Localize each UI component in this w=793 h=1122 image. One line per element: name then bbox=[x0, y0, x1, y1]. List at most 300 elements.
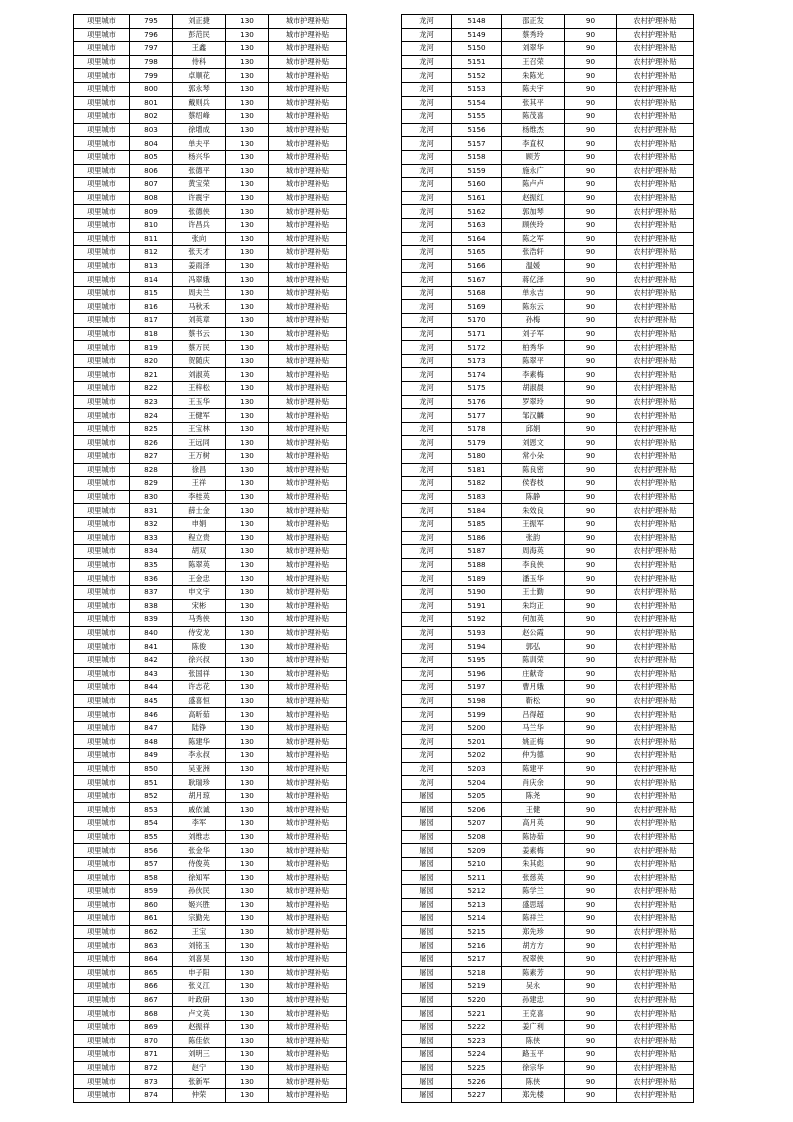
table-row bbox=[402, 490, 694, 504]
table-row bbox=[74, 721, 347, 735]
number-cell: 5178 bbox=[452, 422, 502, 436]
region-cell: 屠园 bbox=[402, 939, 452, 953]
amount-cell: 130 bbox=[226, 694, 269, 708]
region-cell: 项里城市 bbox=[74, 137, 130, 151]
subsidy-cell: 农村护理补贴 bbox=[617, 259, 694, 273]
table-row bbox=[74, 218, 347, 232]
amount-cell: 90 bbox=[565, 993, 617, 1007]
subsidy-cell: 农村护理补贴 bbox=[617, 123, 694, 137]
table-row bbox=[402, 966, 694, 980]
amount-cell: 130 bbox=[226, 69, 269, 83]
amount-cell: 90 bbox=[565, 694, 617, 708]
table-row bbox=[74, 871, 347, 885]
subsidy-cell: 农村护理补贴 bbox=[617, 1020, 694, 1034]
name-cell: 徐兴叔 bbox=[173, 653, 226, 667]
subsidy-cell: 农村护理补贴 bbox=[617, 28, 694, 42]
table-row bbox=[74, 246, 347, 260]
subsidy-cell: 城市护理补贴 bbox=[269, 504, 347, 518]
amount-cell: 130 bbox=[226, 82, 269, 96]
amount-cell: 90 bbox=[565, 110, 617, 124]
number-cell: 820 bbox=[130, 354, 173, 368]
name-cell: 靳松 bbox=[502, 694, 565, 708]
table-row bbox=[402, 885, 694, 899]
number-cell: 5225 bbox=[452, 1061, 502, 1075]
name-cell: 施永广 bbox=[502, 164, 565, 178]
table-row bbox=[402, 15, 694, 29]
subsidy-cell: 农村护理补贴 bbox=[617, 1007, 694, 1021]
amount-cell: 130 bbox=[226, 382, 269, 396]
amount-cell: 90 bbox=[565, 545, 617, 559]
name-cell: 庄献奇 bbox=[502, 667, 565, 681]
subsidy-cell: 农村护理补贴 bbox=[617, 857, 694, 871]
amount-cell: 90 bbox=[565, 286, 617, 300]
table-row bbox=[74, 436, 347, 450]
name-cell: 李良侠 bbox=[502, 558, 565, 572]
amount-cell: 130 bbox=[226, 246, 269, 260]
number-cell: 842 bbox=[130, 653, 173, 667]
subsidy-cell: 农村护理补贴 bbox=[617, 599, 694, 613]
number-cell: 840 bbox=[130, 626, 173, 640]
number-cell: 5173 bbox=[452, 354, 502, 368]
region-cell: 龙河 bbox=[402, 667, 452, 681]
table-row bbox=[402, 42, 694, 56]
name-cell: 单夫平 bbox=[173, 137, 226, 151]
subsidy-cell: 城市护理补贴 bbox=[269, 803, 347, 817]
number-cell: 861 bbox=[130, 912, 173, 926]
region-cell: 项里城市 bbox=[74, 776, 130, 790]
table-row bbox=[402, 327, 694, 341]
name-cell: 陈翠平 bbox=[502, 354, 565, 368]
subsidy-cell: 农村护理补贴 bbox=[617, 477, 694, 491]
subsidy-cell: 农村护理补贴 bbox=[617, 1088, 694, 1102]
table-row bbox=[402, 572, 694, 586]
region-cell: 项里城市 bbox=[74, 844, 130, 858]
name-cell: 陈静 bbox=[502, 490, 565, 504]
amount-cell: 130 bbox=[226, 939, 269, 953]
table-row bbox=[402, 898, 694, 912]
name-cell: 邵正发 bbox=[502, 15, 565, 29]
region-cell: 项里城市 bbox=[74, 626, 130, 640]
amount-cell: 90 bbox=[565, 477, 617, 491]
amount-cell: 90 bbox=[565, 1020, 617, 1034]
amount-cell: 90 bbox=[565, 409, 617, 423]
number-cell: 870 bbox=[130, 1034, 173, 1048]
name-cell: 胡方方 bbox=[502, 939, 565, 953]
amount-cell: 130 bbox=[226, 681, 269, 695]
subsidy-cell: 农村护理补贴 bbox=[617, 205, 694, 219]
table-row bbox=[402, 178, 694, 192]
amount-cell: 130 bbox=[226, 708, 269, 722]
number-cell: 5197 bbox=[452, 681, 502, 695]
number-cell: 847 bbox=[130, 721, 173, 735]
subsidy-cell: 农村护理补贴 bbox=[617, 966, 694, 980]
table-row bbox=[74, 572, 347, 586]
subsidy-cell: 农村护理补贴 bbox=[617, 436, 694, 450]
name-cell: 常小朵 bbox=[502, 450, 565, 464]
region-cell: 项里城市 bbox=[74, 803, 130, 817]
amount-cell: 90 bbox=[565, 531, 617, 545]
name-cell: 蒋亿泽 bbox=[502, 273, 565, 287]
region-cell: 项里城市 bbox=[74, 762, 130, 776]
number-cell: 822 bbox=[130, 382, 173, 396]
subsidy-cell: 城市护理补贴 bbox=[269, 912, 347, 926]
name-cell: 周海英 bbox=[502, 545, 565, 559]
subsidy-cell: 城市护理补贴 bbox=[269, 354, 347, 368]
subsidy-cell: 农村护理补贴 bbox=[617, 789, 694, 803]
amount-cell: 130 bbox=[226, 885, 269, 899]
table-row bbox=[402, 82, 694, 96]
table-row bbox=[402, 939, 694, 953]
table-row bbox=[74, 653, 347, 667]
number-cell: 5185 bbox=[452, 517, 502, 531]
number-cell: 797 bbox=[130, 42, 173, 56]
number-cell: 5155 bbox=[452, 110, 502, 124]
name-cell: 陈卢卢 bbox=[502, 178, 565, 192]
name-cell: 王召荣 bbox=[502, 55, 565, 69]
subsidy-cell: 农村护理补贴 bbox=[617, 572, 694, 586]
name-cell: 刘正捷 bbox=[173, 15, 226, 29]
number-cell: 839 bbox=[130, 613, 173, 627]
table-row bbox=[74, 776, 347, 790]
subsidy-cell: 城市护理补贴 bbox=[269, 545, 347, 559]
number-cell: 5187 bbox=[452, 545, 502, 559]
amount-cell: 130 bbox=[226, 395, 269, 409]
region-cell: 项里城市 bbox=[74, 640, 130, 654]
number-cell: 5222 bbox=[452, 1020, 502, 1034]
subsidy-cell: 农村护理补贴 bbox=[617, 232, 694, 246]
region-cell: 龙河 bbox=[402, 599, 452, 613]
amount-cell: 90 bbox=[565, 613, 617, 627]
subsidy-cell: 农村护理补贴 bbox=[617, 314, 694, 328]
region-cell: 项里城市 bbox=[74, 490, 130, 504]
number-cell: 5165 bbox=[452, 246, 502, 260]
region-cell: 龙河 bbox=[402, 653, 452, 667]
table-row bbox=[74, 1020, 347, 1034]
table-row bbox=[402, 504, 694, 518]
amount-cell: 130 bbox=[226, 354, 269, 368]
subsidy-cell: 城市护理补贴 bbox=[269, 436, 347, 450]
table-row bbox=[402, 205, 694, 219]
subsidy-cell: 农村护理补贴 bbox=[617, 898, 694, 912]
region-cell: 龙河 bbox=[402, 640, 452, 654]
subsidy-cell: 城市护理补贴 bbox=[269, 300, 347, 314]
subsidy-cell: 城市护理补贴 bbox=[269, 925, 347, 939]
table-row bbox=[74, 803, 347, 817]
table-row bbox=[74, 640, 347, 654]
subsidy-cell: 城市护理补贴 bbox=[269, 409, 347, 423]
name-cell: 仲为德 bbox=[502, 749, 565, 763]
table-row bbox=[74, 354, 347, 368]
table-row bbox=[74, 110, 347, 124]
region-cell: 龙河 bbox=[402, 368, 452, 382]
name-cell: 邱娟 bbox=[502, 422, 565, 436]
name-cell: 姜素梅 bbox=[502, 844, 565, 858]
number-cell: 849 bbox=[130, 749, 173, 763]
number-cell: 871 bbox=[130, 1048, 173, 1062]
region-cell: 龙河 bbox=[402, 110, 452, 124]
amount-cell: 90 bbox=[565, 450, 617, 464]
number-cell: 5227 bbox=[452, 1088, 502, 1102]
number-cell: 5182 bbox=[452, 477, 502, 491]
number-cell: 5226 bbox=[452, 1075, 502, 1089]
name-cell: 陈茂喜 bbox=[502, 110, 565, 124]
region-cell: 项里城市 bbox=[74, 653, 130, 667]
table-row bbox=[74, 667, 347, 681]
number-cell: 827 bbox=[130, 450, 173, 464]
name-cell: 刘子军 bbox=[502, 327, 565, 341]
region-cell: 龙河 bbox=[402, 273, 452, 287]
amount-cell: 90 bbox=[565, 640, 617, 654]
number-cell: 872 bbox=[130, 1061, 173, 1075]
amount-cell: 130 bbox=[226, 96, 269, 110]
region-cell: 项里城市 bbox=[74, 178, 130, 192]
region-cell: 项里城市 bbox=[74, 749, 130, 763]
name-cell: 申子阳 bbox=[173, 966, 226, 980]
name-cell: 吴亚洲 bbox=[173, 762, 226, 776]
name-cell: 郭弘 bbox=[502, 640, 565, 654]
number-cell: 831 bbox=[130, 504, 173, 518]
table-row bbox=[402, 545, 694, 559]
table-row bbox=[74, 178, 347, 192]
name-cell: 刘铭玉 bbox=[173, 939, 226, 953]
number-cell: 812 bbox=[130, 246, 173, 260]
name-cell: 戴则兵 bbox=[173, 96, 226, 110]
number-cell: 5150 bbox=[452, 42, 502, 56]
amount-cell: 90 bbox=[565, 572, 617, 586]
amount-cell: 90 bbox=[565, 395, 617, 409]
region-cell: 龙河 bbox=[402, 327, 452, 341]
number-cell: 848 bbox=[130, 735, 173, 749]
table-row bbox=[74, 450, 347, 464]
number-cell: 867 bbox=[130, 993, 173, 1007]
subsidy-cell: 农村护理补贴 bbox=[617, 150, 694, 164]
table-row bbox=[402, 640, 694, 654]
subsidy-cell: 城市护理补贴 bbox=[269, 749, 347, 763]
region-cell: 屠园 bbox=[402, 1048, 452, 1062]
amount-cell: 130 bbox=[226, 15, 269, 29]
number-cell: 809 bbox=[130, 205, 173, 219]
table-row bbox=[402, 137, 694, 151]
number-cell: 5181 bbox=[452, 463, 502, 477]
table-row bbox=[402, 164, 694, 178]
table-row bbox=[402, 980, 694, 994]
amount-cell: 130 bbox=[226, 463, 269, 477]
table-row bbox=[74, 504, 347, 518]
amount-cell: 90 bbox=[565, 504, 617, 518]
subsidy-cell: 农村护理补贴 bbox=[617, 55, 694, 69]
amount-cell: 90 bbox=[565, 178, 617, 192]
name-cell: 侍安龙 bbox=[173, 626, 226, 640]
number-cell: 5180 bbox=[452, 450, 502, 464]
amount-cell: 130 bbox=[226, 898, 269, 912]
number-cell: 838 bbox=[130, 599, 173, 613]
table-row bbox=[402, 789, 694, 803]
name-cell: 刘翠华 bbox=[502, 42, 565, 56]
number-cell: 815 bbox=[130, 286, 173, 300]
number-cell: 834 bbox=[130, 545, 173, 559]
region-cell: 龙河 bbox=[402, 450, 452, 464]
table-row bbox=[402, 993, 694, 1007]
table-row bbox=[402, 341, 694, 355]
table-row bbox=[402, 477, 694, 491]
amount-cell: 90 bbox=[565, 422, 617, 436]
number-cell: 844 bbox=[130, 681, 173, 695]
name-cell: 许昌兵 bbox=[173, 218, 226, 232]
table-row bbox=[402, 531, 694, 545]
amount-cell: 90 bbox=[565, 300, 617, 314]
subsidy-cell: 农村护理补贴 bbox=[617, 708, 694, 722]
number-cell: 5170 bbox=[452, 314, 502, 328]
subsidy-cell: 城市护理补贴 bbox=[269, 599, 347, 613]
amount-cell: 90 bbox=[565, 82, 617, 96]
table-row bbox=[402, 1020, 694, 1034]
table-row bbox=[74, 1034, 347, 1048]
number-cell: 873 bbox=[130, 1075, 173, 1089]
name-cell: 宋彬 bbox=[173, 599, 226, 613]
table-row bbox=[74, 789, 347, 803]
name-cell: 路玉平 bbox=[502, 1048, 565, 1062]
name-cell: 王宝林 bbox=[173, 422, 226, 436]
subsidy-cell: 城市护理补贴 bbox=[269, 28, 347, 42]
region-cell: 项里城市 bbox=[74, 259, 130, 273]
amount-cell: 130 bbox=[226, 205, 269, 219]
subsidy-cell: 农村护理补贴 bbox=[617, 382, 694, 396]
region-cell: 屠园 bbox=[402, 952, 452, 966]
subsidy-cell: 城市护理补贴 bbox=[269, 993, 347, 1007]
number-cell: 799 bbox=[130, 69, 173, 83]
number-cell: 796 bbox=[130, 28, 173, 42]
number-cell: 5217 bbox=[452, 952, 502, 966]
subsidy-cell: 城市护理补贴 bbox=[269, 42, 347, 56]
amount-cell: 90 bbox=[565, 857, 617, 871]
number-cell: 852 bbox=[130, 789, 173, 803]
region-cell: 龙河 bbox=[402, 681, 452, 695]
subsidy-cell: 农村护理补贴 bbox=[617, 830, 694, 844]
table-row bbox=[74, 42, 347, 56]
name-cell: 姚正梅 bbox=[502, 735, 565, 749]
subsidy-cell: 农村护理补贴 bbox=[617, 286, 694, 300]
table-row bbox=[402, 817, 694, 831]
region-cell: 龙河 bbox=[402, 55, 452, 69]
region-cell: 屠园 bbox=[402, 844, 452, 858]
name-cell: 蔡绍峰 bbox=[173, 110, 226, 124]
name-cell: 胡月琼 bbox=[173, 789, 226, 803]
name-cell: 王健 bbox=[502, 803, 565, 817]
name-cell: 盛喜恒 bbox=[173, 694, 226, 708]
subsidy-cell: 城市护理补贴 bbox=[269, 286, 347, 300]
number-cell: 829 bbox=[130, 477, 173, 491]
region-cell: 项里城市 bbox=[74, 354, 130, 368]
name-cell: 陈东云 bbox=[502, 300, 565, 314]
subsidy-cell: 城市护理补贴 bbox=[269, 721, 347, 735]
subsidy-cell: 城市护理补贴 bbox=[269, 667, 347, 681]
name-cell: 陈训荣 bbox=[502, 653, 565, 667]
name-cell: 黄宝荣 bbox=[173, 178, 226, 192]
number-cell: 795 bbox=[130, 15, 173, 29]
region-cell: 龙河 bbox=[402, 82, 452, 96]
table-row bbox=[402, 708, 694, 722]
subsidy-cell: 城市护理补贴 bbox=[269, 327, 347, 341]
amount-cell: 90 bbox=[565, 558, 617, 572]
table-row bbox=[74, 912, 347, 926]
number-cell: 5175 bbox=[452, 382, 502, 396]
name-cell: 陈侠 bbox=[502, 1034, 565, 1048]
region-cell: 项里城市 bbox=[74, 667, 130, 681]
amount-cell: 130 bbox=[226, 1007, 269, 1021]
region-cell: 项里城市 bbox=[74, 1048, 130, 1062]
number-cell: 5208 bbox=[452, 830, 502, 844]
subsidy-cell: 农村护理补贴 bbox=[617, 395, 694, 409]
amount-cell: 130 bbox=[226, 531, 269, 545]
table-row bbox=[74, 599, 347, 613]
region-cell: 龙河 bbox=[402, 545, 452, 559]
amount-cell: 130 bbox=[226, 178, 269, 192]
subsidy-cell: 城市护理补贴 bbox=[269, 246, 347, 260]
amount-cell: 130 bbox=[226, 545, 269, 559]
table-row bbox=[74, 28, 347, 42]
subsidy-cell: 城市护理补贴 bbox=[269, 844, 347, 858]
table-row bbox=[402, 952, 694, 966]
table-row bbox=[402, 55, 694, 69]
amount-cell: 130 bbox=[226, 803, 269, 817]
name-cell: 王玉华 bbox=[173, 395, 226, 409]
name-cell: 侍俊英 bbox=[173, 857, 226, 871]
name-cell: 仲荣 bbox=[173, 1088, 226, 1102]
table-row bbox=[74, 327, 347, 341]
region-cell: 屠园 bbox=[402, 1075, 452, 1089]
name-cell: 马秋禾 bbox=[173, 300, 226, 314]
region-cell: 龙河 bbox=[402, 205, 452, 219]
subsidy-cell: 城市护理补贴 bbox=[269, 178, 347, 192]
amount-cell: 90 bbox=[565, 966, 617, 980]
number-cell: 5218 bbox=[452, 966, 502, 980]
number-cell: 869 bbox=[130, 1020, 173, 1034]
amount-cell: 130 bbox=[226, 762, 269, 776]
region-cell: 屠园 bbox=[402, 1088, 452, 1102]
amount-cell: 90 bbox=[565, 626, 617, 640]
amount-cell: 130 bbox=[226, 721, 269, 735]
region-cell: 屠园 bbox=[402, 857, 452, 871]
amount-cell: 90 bbox=[565, 708, 617, 722]
number-cell: 816 bbox=[130, 300, 173, 314]
number-cell: 833 bbox=[130, 531, 173, 545]
name-cell: 朱均正 bbox=[502, 599, 565, 613]
subsidy-cell: 城市护理补贴 bbox=[269, 558, 347, 572]
subsidy-cell: 城市护理补贴 bbox=[269, 191, 347, 205]
name-cell: 彭范民 bbox=[173, 28, 226, 42]
name-cell: 赵振祥 bbox=[173, 1020, 226, 1034]
amount-cell: 90 bbox=[565, 1088, 617, 1102]
region-cell: 项里城市 bbox=[74, 286, 130, 300]
amount-cell: 130 bbox=[226, 980, 269, 994]
table-row bbox=[74, 191, 347, 205]
region-cell: 项里城市 bbox=[74, 1034, 130, 1048]
name-cell: 赵公霞 bbox=[502, 626, 565, 640]
amount-cell: 130 bbox=[226, 314, 269, 328]
region-cell: 项里城市 bbox=[74, 980, 130, 994]
region-cell: 龙河 bbox=[402, 96, 452, 110]
table-row bbox=[74, 1048, 347, 1062]
name-cell: 蔡秀玲 bbox=[502, 28, 565, 42]
name-cell: 耿瑞珍 bbox=[173, 776, 226, 790]
name-cell: 陈素芳 bbox=[502, 966, 565, 980]
amount-cell: 90 bbox=[565, 218, 617, 232]
name-cell: 陈翠英 bbox=[173, 558, 226, 572]
subsidy-cell: 农村护理补贴 bbox=[617, 735, 694, 749]
region-cell: 龙河 bbox=[402, 735, 452, 749]
number-cell: 5215 bbox=[452, 925, 502, 939]
number-cell: 808 bbox=[130, 191, 173, 205]
